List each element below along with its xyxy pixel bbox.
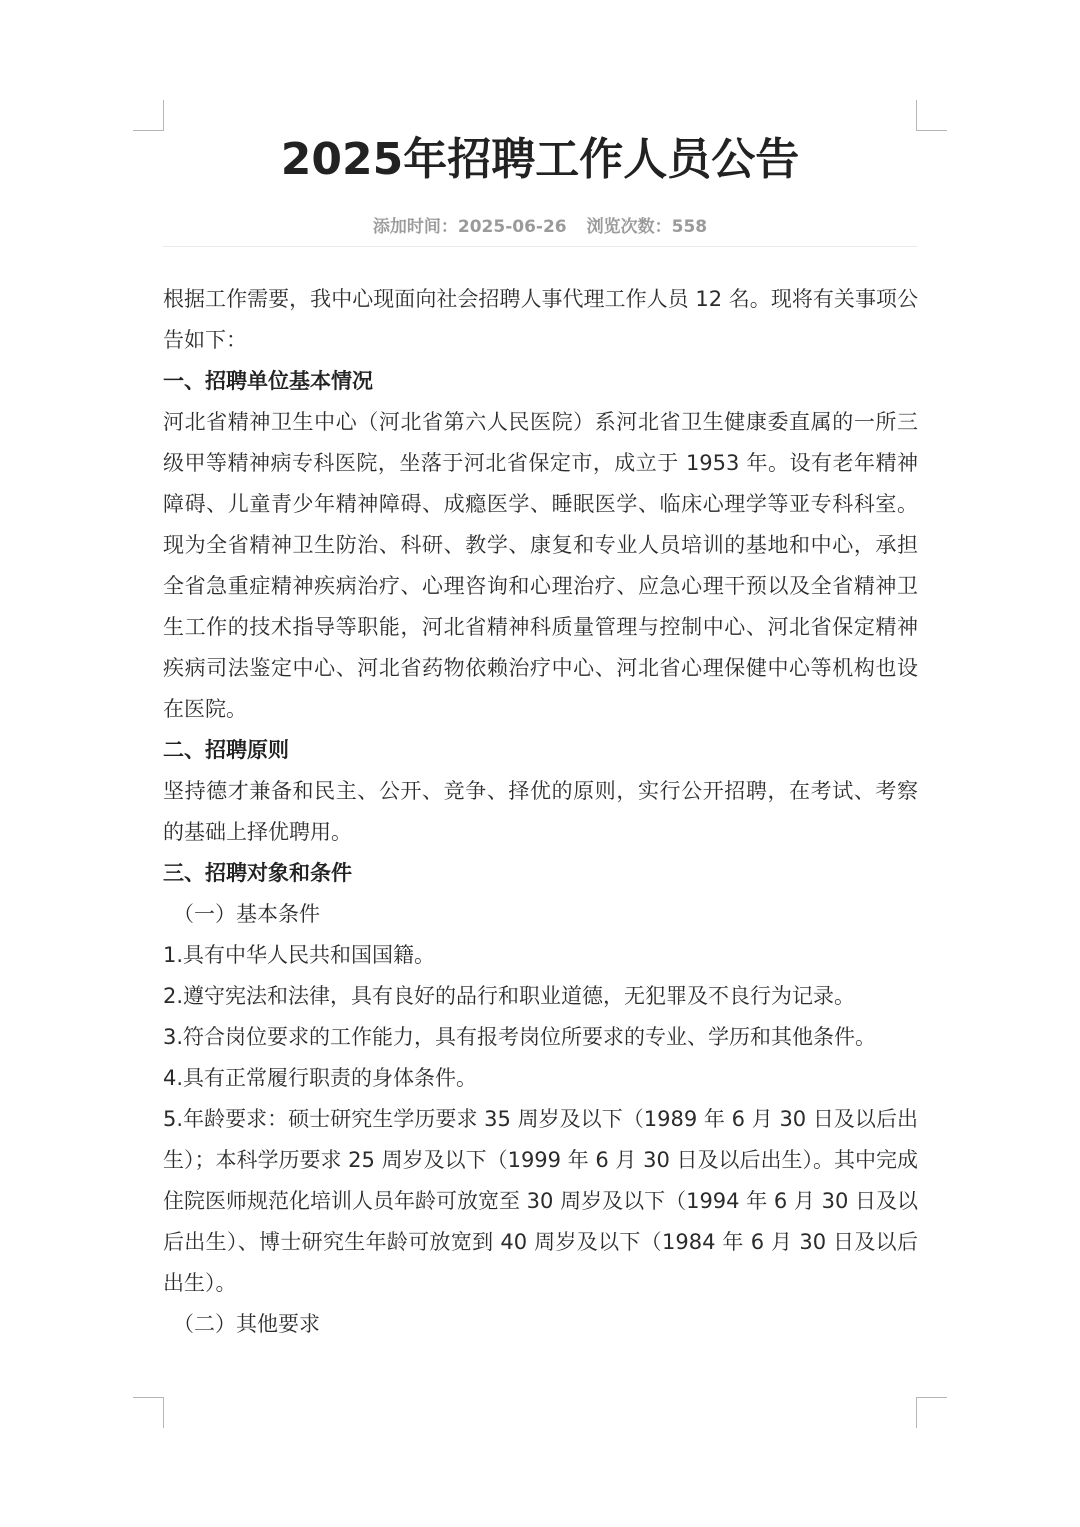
section-heading-3: 三、招聘对象和条件 <box>163 861 352 885</box>
title-divider <box>163 246 917 247</box>
condition-item-4: 4.具有正常履行职责的身体条件。 <box>163 1066 478 1090</box>
paragraph-unit-info: 河北省精神卫生中心（河北省第六人民医院）系河北省卫生健康委直属的一所三级甲等精神病专科医院，坐落于河北省保定市，成立于 1953 年。设有老年精神障碍、儿童青少年精神障碍、成瘾医学、睡眠医学、临床心理学等亚专科科室。现为全省精神卫生防治、科研、教学、康复和专业人员培训的基地和中心，承担全省急重症精神疾病治疗、心理咨询和心理治疗、应急心理干预以及全省精神卫生工作的技术指导等职能，河北省精神科质量管理与控制中心、河北省保定精神疾病司法鉴定中心、河北省药物依赖治疗中心、河北省心理保健中心等机构也设在医院。 <box>163 410 918 721</box>
condition-item-1: 1.具有中华人民共和国国籍。 <box>163 943 436 967</box>
views-label: 浏览次数： <box>586 217 672 237</box>
added-time-label: 添加时间： <box>372 217 458 237</box>
crop-mark-top-right <box>916 100 947 131</box>
paragraph-intro: 根据工作需要，我中心现面向社会招聘人事代理工作人员 12 名。现将有关事项公告如下： <box>163 287 918 352</box>
crop-mark-bottom-left <box>133 1397 164 1428</box>
added-time-value: 2025-06-26 <box>457 217 567 237</box>
section-heading-1: 一、招聘单位基本情况 <box>163 369 373 393</box>
article-meta <box>163 212 917 242</box>
condition-item-2: 2.遵守宪法和法律，具有良好的品行和职业道德，无犯罪及不良行为记录。 <box>163 984 856 1008</box>
views-value: 558 <box>671 217 708 237</box>
crop-mark-top-left <box>133 100 164 131</box>
crop-mark-bottom-right <box>916 1397 947 1428</box>
section-heading-2: 二、招聘原则 <box>163 738 289 762</box>
article-body <box>163 279 918 1345</box>
subheading-other-requirements: （二）其他要求 <box>173 1312 320 1336</box>
paragraph-principles: 坚持德才兼备和民主、公开、竞争、择优的原则，实行公开招聘，在考试、考察的基础上择优聘用。 <box>163 779 918 844</box>
page-title: 2025年招聘工作人员公告 <box>280 134 800 185</box>
subheading-basic-conditions: （一）基本条件 <box>173 902 320 926</box>
condition-item-3: 3.符合岗位要求的工作能力，具有报考岗位所要求的专业、学历和其他条件。 <box>163 1025 877 1049</box>
condition-item-5: 5.年龄要求：硕士研究生学历要求 35 周岁及以下（1989 年 6 月 30 日及以后出生）；本科学历要求 25 周岁及以下（1999 年 6 月 30 日及以后出生）。其中完成住院医师规范化培训人员年龄可放宽至 30 周岁及以下（1994 年 6 月 30 日及以后出生）、博士研究生年龄可放宽到 40 周岁及以下（1984 年 6 月 30 日及以后出生）。 <box>163 1107 918 1295</box>
